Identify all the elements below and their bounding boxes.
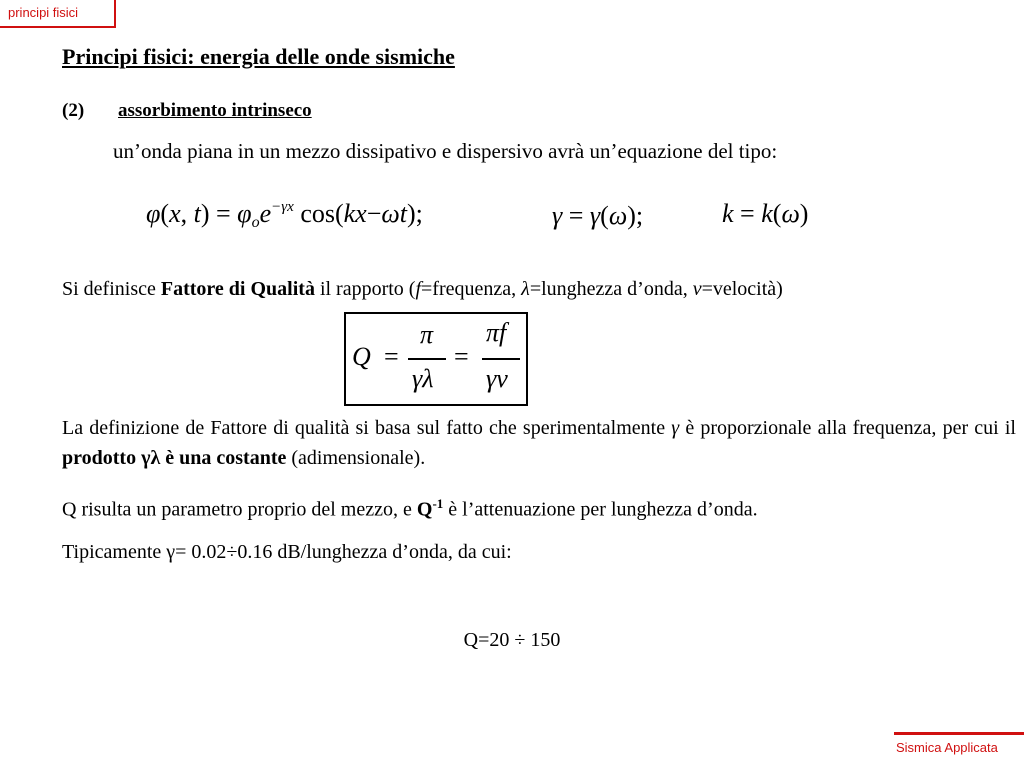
paragraph-1: La definizione de Fattore di qualità si basa sul fatto che sperimentalmente γ è proporzionale alla frequenza, per cui il prodotto γλ è una costante (adimensionale).: [62, 417, 1016, 469]
gamma-equation: γ = γ(ω);: [552, 201, 644, 230]
section-number: (2): [62, 100, 85, 121]
result-value: Q=20 ÷ 150: [463, 629, 561, 651]
footer-divider: [894, 732, 1024, 735]
header-tag-label: principi fisici: [8, 5, 79, 20]
quality-factor-term: Fattore di Qualità: [160, 278, 315, 300]
intro-text: un’onda piana in un mezzo dissipativo e dispersivo avrà un’equazione del tipo:: [113, 139, 778, 163]
slide-title: Principi fisici: energia delle onde sismiche: [62, 44, 455, 69]
definition-text: Si definisce Fattore di Qualità il rapporto (f=frequenza, λ=lunghezza d’onda, v=velocità): [62, 278, 783, 300]
header-tag: [0, 0, 116, 28]
paragraph-3: Tipicamente γ= 0.02÷0.16 dB/lunghezza d’onda, da cui:: [62, 541, 512, 563]
section-heading: [62, 100, 312, 122]
wave-equation: φ(x, t) = φoe$^{-\gamma x}$ cos(kx−ωt);: [146, 199, 423, 231]
paragraph-2: Q risulta un parametro proprio del mezzo, e $Q^{-1}$ è l’attenuazione per lunghezza d’onda.: [62, 496, 758, 521]
section-label: assorbimento intrinseco: [118, 100, 312, 121]
k-equation: k = k(ω): [722, 199, 809, 228]
footer-label: Sismica Applicata: [896, 740, 998, 755]
quality-factor-formula: Q = π γλ = πf γv: [344, 312, 528, 406]
